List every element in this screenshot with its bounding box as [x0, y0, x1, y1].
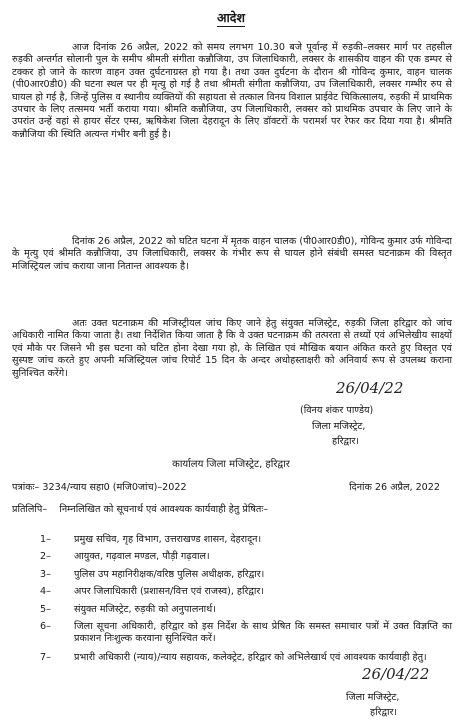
reference-date: दिनांक 26 अप्रैल, 2022: [349, 482, 440, 493]
list-item: 4– अपर जिलाधिकारी (प्रशासन/वित्त एवं राजस्व), हरिद्वार।: [40, 586, 264, 598]
signatory-place-2: हरिद्वार।: [370, 707, 398, 718]
list-item: 7– प्रभारी अधिकारी (न्याय)/न्याय सहायक, कलेक्ट्रेट, हरिद्वार को अभिलेखार्थ एवं आवश्यक कार्यवाही हेतु।: [40, 651, 427, 663]
signatory-designation: जिला मजिस्ट्रेट,: [312, 421, 366, 432]
paragraph-inquiry-need: दिनांक 26 अप्रैल, 2022 को घटित घटना में मृतक वाहन चालक (पी0आर0डी0), गोविन्द कुमार उर्फ गोविन्दा के मृत्यु एवं श्रीमति कन्नौजिया, उप जिलाधिकारी, लक्सर के गंभीर रूप से घायल होने संबंधी समस्त घटनाक्रम की विस्तृत मजिस्ट्रियल जांच कराया जाना नितान्त आवश्यक है।: [12, 236, 452, 272]
list-item: 6– जिला सूचना अधिकारी, हरिद्वार को इस निर्देश के साथ प्रेषित कि समस्त समाचार पत्रों में उक्त विज्ञप्ति का प्रकाशन निःशुल्क करवाना सुनिश्चित करें।: [40, 621, 452, 645]
list-item: 3– पुलिस उप महानिरीक्षक/वरिष्ठ पुलिस अधीक्षक, हरिद्वार।: [40, 568, 265, 580]
copy-to-intro: प्रतिलिपि– निम्नलिखित को सूचनार्थ एवं आवश्यक कार्यवाही हेतु प्रेषितः–: [12, 504, 269, 515]
list-item: 2– आयुक्त, गढ़वाल मण्डल, पौड़ी गढ़वाल।: [40, 551, 210, 563]
signatory-name: (विनय शंकर पाण्डेय): [300, 405, 374, 416]
paragraph-incident: आज दिनांक 26 अप्रैल, 2022 को समय लगभग 10.30 बजे पूर्वान्ह में रुड़की–लक्सर मार्ग पर तहसील रुड़की अन्तर्गत सोलानी पुल के समीप श्रीमती संगीता कन्नौजिया, उप जिलाधिकारी, लक्सर के शासकीय वाहन की एक डम्पर से टक्कर हो जाने के कारण वाहन उक्त दुर्घटनाग्रस्त हो गया है। तथा उक्त दुर्घटना के दौरान श्री गोविन्द कुमार, वाहन चालक (पी0आर0डी0) की घटना स्थल पर ही मृत्यु हो गई है तथा श्रीमती संगीता कन्नौजिया, उप जिलाधिकारी, लक्सर गम्भीर रुप से घायल हो गई है, जिन्हें पुलिस व स्थानीय व्यक्तियों की सहायता से तत्काल विनय विशाल प्राईवेट चिकित्सालय, रुड़की में प्राथमिक उपचार के लिए तत्समय भर्ती कराया गया। श्रीमति कन्नौजिया, उप जिलाधिकारी, लक्सर को प्राथमिक उपचार के लिए जाने के उपरांत उन्हें वहां से हायर सेंटर एम्स, ऋषिकेश जिला देहरादून के लिए डॉक्टरों के परामर्श पर रेफर कर दिया गया है। श्रीमति कन्नौजिया की स्थिति अत्यन्त गंभीर बनी हुई है।: [12, 42, 452, 140]
paragraph-inquiry-order: अतः उक्त घटनाक्रम की मजिस्ट्रीयल जांच किए जाने हेतु संयुक्त मजिस्ट्रेट, रुड़की जिला हरिद्वार को जांच अधिकारी नामित किया जाता है। तथा निर्देशित किया जाता है कि वे उक्त घटनाक्रम की तत्परता से तथ्यों एवं अभिलेखीय साक्ष्यों एवं मौके पर जिसने भी इस घटना को घटित होना देखा गया हो, के लिखित एवं मौखिक बयान अंकित करते हुए विस्तृत एवं सुस्पष्ट जांच करते हुए अपनी मजिस्ट्रियल जांच रिपोर्ट 15 दिन के अन्दर अधोहस्ताक्षरी को अनिवार्य रूप से उपलब्ध कराना सुनिश्चित करेंगे।: [12, 318, 452, 379]
list-item: 5– संयुक्त मजिस्ट्रेट, रुड़की को अनुपालनार्थ।: [40, 603, 216, 615]
signature-handwritten: 26/04/22: [336, 379, 404, 397]
office-line: कार्यालय जिला मजिस्ट्रेट, हरिद्वार: [172, 459, 290, 470]
reference-number: पत्रांकः– 3234/न्याय सहा0 (मजि0जांच)–2022: [12, 482, 187, 493]
signature-handwritten-2: 26/04/22: [362, 665, 430, 683]
order-heading: आदेश: [217, 10, 245, 25]
reference-line: [12, 482, 452, 494]
recipient-list: [12, 534, 452, 669]
signatory-designation-2: जिला मजिस्ट्रेट,: [346, 692, 400, 703]
signatory-place: हरिद्वार।: [332, 436, 360, 447]
list-item: 1– प्रमुख सचिव, गृह विभाग, उत्तराखण्ड शासन, देहरादून।: [40, 534, 262, 545]
